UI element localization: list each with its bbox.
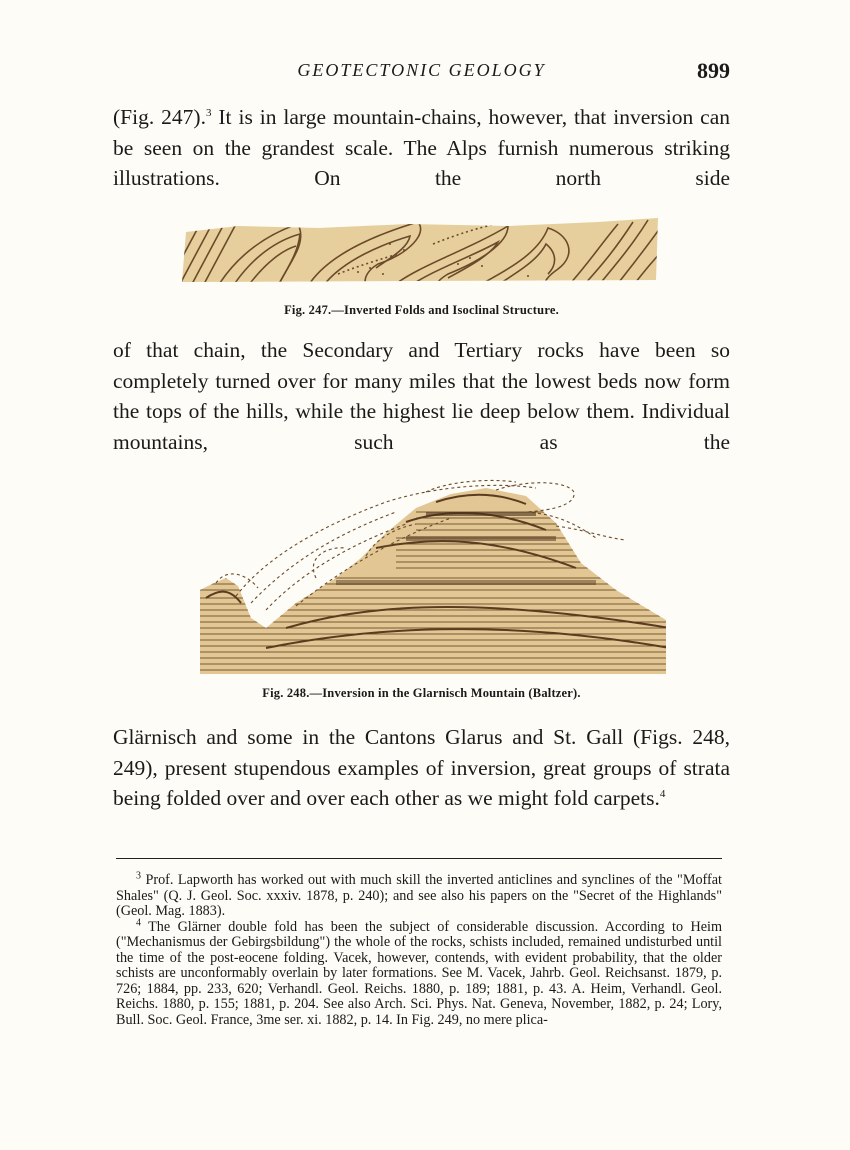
figure-248-caption: Fig. 248.—Inversion in the Glarnisch Mountain (Baltzer).	[262, 686, 581, 700]
figure-247-caption: Fig. 247.—Inverted Folds and Isoclinal Structure.	[284, 303, 559, 317]
figure-247-inverted-folds	[178, 214, 660, 286]
paragraph-1-start: (Fig. 247).	[113, 105, 206, 129]
paragraph-1-rest: It is in large mountain-chains, however, that inversion can be seen on the grandest scale. The Alps furnish numerous striking illustrations. On the north side	[113, 105, 731, 190]
footnotes	[116, 870, 722, 1028]
paragraph-3-text: Glärnisch and some in the Cantons Glarus and St. Gall (Figs. 248, 249), present stupendous examples of inversion, great groups of strata being folded over and over each other as we might fold carpets.	[113, 725, 730, 810]
footnote-rule	[116, 858, 722, 859]
footnote-3	[116, 870, 722, 920]
footnote-ref-4[interactable]: 4	[659, 787, 666, 800]
footnote-3-mark: 3	[136, 870, 141, 882]
running-title: GEOTECTONIC GEOLOGY	[297, 60, 546, 80]
footnote-4	[116, 916, 722, 1029]
footnote-4-text: The Glärner double fold has been the subject of considerable discussion. According to Heim ("Mechanismus der Gebirgsbildung") the whole of the rocks, schists included, remained undisturbed until the time of the post-eocene folding. Vacek, however, contends, with evident probability, that the older schists are unconformably overlain by later formations. See M. Vacek, Jahrb. Geol. Reichsanst. 1879, p. 726; 1884, pp. 233, 620; Verhandl. Geol. Reichs. 1880, p. 189; 1881, p. 43. A. Heim, Verhandl. Geol. Reichs. 1880, p. 155; 1881, p. 204. See also Arch. Sci. Phys. Nat. Geneva, November, 1882, p. 24; Lory, Bull. Soc. Geol. France, 3me ser. xi. 1882, p. 14. In Fig. 249, no mere plica-	[116, 918, 722, 1028]
footnote-4-mark: 4	[136, 916, 141, 928]
paragraph-3	[113, 722, 730, 814]
page-number: 899	[697, 58, 730, 83]
footnote-ref-3[interactable]: 3	[205, 106, 212, 119]
paragraph-1	[113, 102, 730, 194]
footnote-3-text: Prof. Lapworth has worked out with much skill the inverted anticlines and synclines of the "Moffat Shales" (Q. J. Geol. Soc. xxxiv. 1878, p. 240); and see also his papers on the "Secret of the Highlands" (Geol. Mag. 1883).	[116, 872, 722, 919]
paragraph-2: of that chain, the Secondary and Tertiary rocks have been so completely turned over for many miles that the lowest beds now form the tops of the hills, while the highest lie deep below them. Individual mountains, such as the	[113, 338, 730, 454]
running-head	[113, 58, 730, 86]
figure-248-glarnisch-mountain	[196, 478, 670, 676]
